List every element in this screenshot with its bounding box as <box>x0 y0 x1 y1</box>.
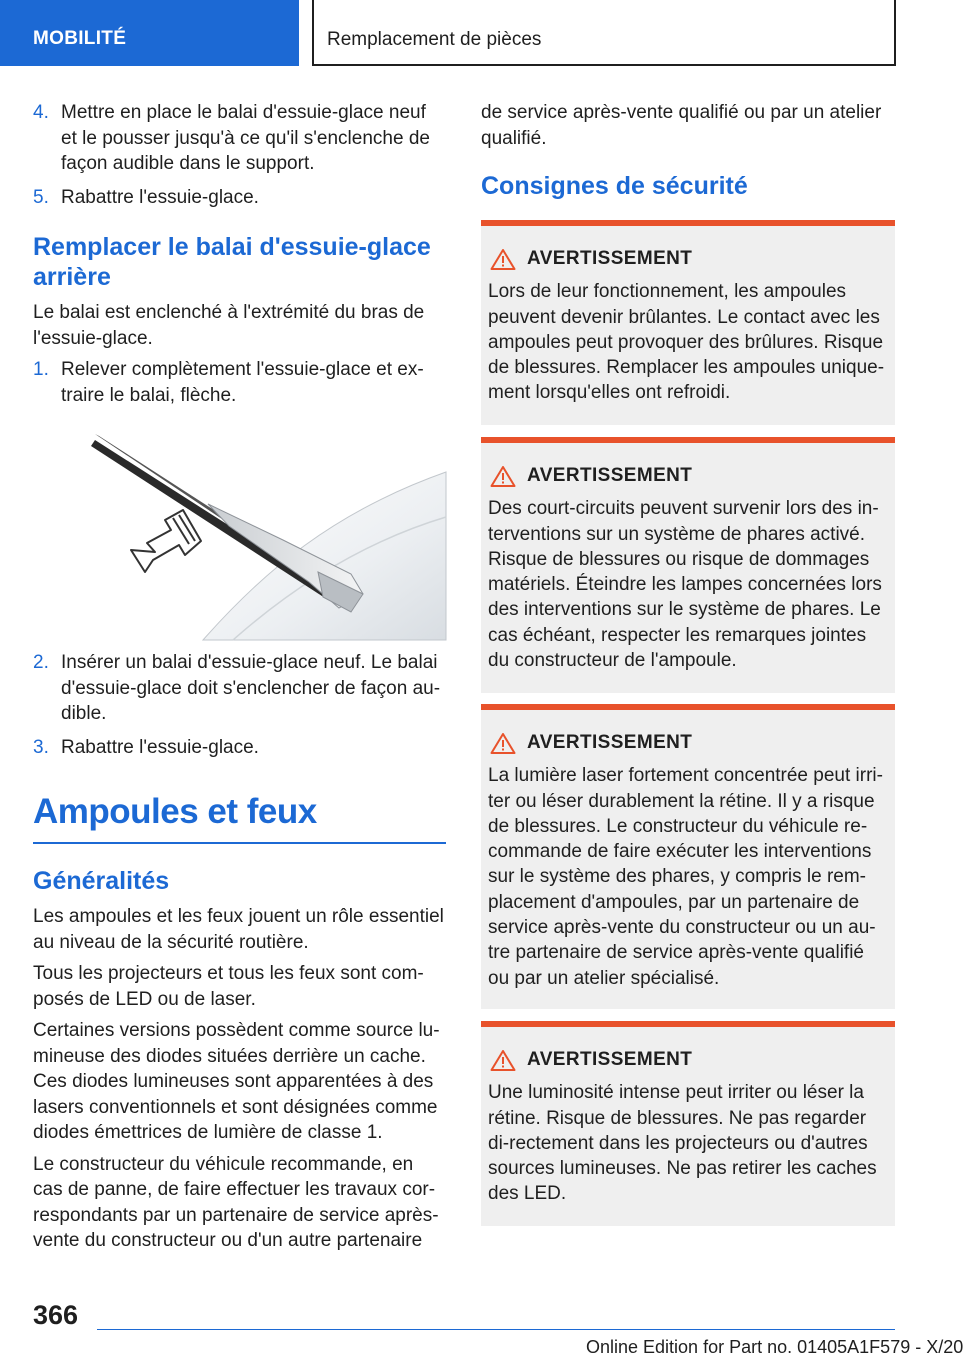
warning-box <box>481 704 895 1009</box>
warning-title: AVERTISSEMENT <box>527 248 693 269</box>
paragraph: Le constructeur du véhicule recommande, en cas de panne, de faire effectuer les travaux cor-respondants par un partenaire de service après-vente du constructeur ou d'un autre partenaire <box>33 1153 439 1251</box>
general-heading: Généralités <box>33 867 170 895</box>
step-item <box>33 100 446 177</box>
footer-edition: Online Edition for Part no. 01405A1F579 - X/20 <box>586 1337 963 1357</box>
warning-text: Lors de leur fonctionnement, les ampoules peuvent devenir brûlantes. Le contact avec les ampoules peut provoquer des brûlures. Risque de blessures. Remplacer les ampoules unique-ment lorsqu'elles ont refroidi. <box>488 281 885 404</box>
section-tab <box>0 0 299 66</box>
left-column <box>33 100 446 1260</box>
rear-wiper-heading: Remplacer le balai d'essuie-glace arrière <box>33 233 431 291</box>
step-text: Relever complètement l'essuie-glace et ex-traire le balai, flèche. <box>61 359 424 406</box>
step-item <box>33 650 446 727</box>
warning-text: Des court-circuits peuvent survenir lors des in-terventions sur un système de phares activé. Risque de blessures ou risque de dommages matériels. Éteindre les lampes concernées lors des interventions sur le système de phares. Le cas échéant, respecter les remarques jointes du constructeur de l'ampoule. <box>488 498 882 672</box>
paragraph: Certaines versions possèdent comme source lu-mineuse des diodes situées derrière un cache. Ces diodes lumineuses sont apparentées à des lasers conventionnels et sont désignées comme diodes émettrices de lumière de classe 1. <box>33 1020 440 1143</box>
warning-icon <box>490 248 516 270</box>
paragraph: Les ampoules et les feux jouent un rôle essentiel au niveau de la sécurité routière. <box>33 906 444 953</box>
step-item <box>33 735 446 761</box>
step-number: 5. <box>33 186 49 208</box>
lamps-heading: Ampoules et feux <box>33 792 446 844</box>
warning-title: AVERTISSEMENT <box>527 1049 693 1070</box>
step-text: Rabattre l'essuie-glace. <box>61 186 259 208</box>
safety-heading: Consignes de sécurité <box>481 172 748 200</box>
step-text: Mettre en place le balai d'essuie-glace neuf et le pousser jusqu'à ce qu'il s'enclenche de façon audible dans le support. <box>61 102 430 174</box>
step-item <box>33 185 446 211</box>
step-item <box>33 357 446 408</box>
warning-text: La lumière laser fortement concentrée peut irri-ter ou léser durablement la rétine. Il y a risque de blessures. Le constructeur du véhicule re-commande de faire exécuter les interventions sur le système des phares, y compris le rem-placement d'ampoules, par un partenaire de service après-vente du constructeur ou un au-tre partenaire de service après-vente qualifié ou par un atelier spécialisé. <box>488 765 883 989</box>
chapter-label: Remplacement de pièces <box>327 29 542 50</box>
warning-title: AVERTISSEMENT <box>527 732 693 753</box>
paragraph: Tous les projecteurs et tous les feux sont com-posés de LED ou de laser. <box>33 963 424 1010</box>
right-column <box>481 100 895 209</box>
warning-icon <box>490 732 516 754</box>
warning-box <box>481 437 895 693</box>
step-text: Insérer un balai d'essuie-glace neuf. Le balai d'essuie-glace doit s'enclencher de façon au-dible. <box>61 652 441 724</box>
warning-icon <box>490 1049 516 1071</box>
section-label: MOBILITÉ <box>33 28 127 49</box>
warning-title: AVERTISSEMENT <box>527 465 693 486</box>
warning-box <box>481 1021 895 1226</box>
step-number: 1. <box>33 359 49 380</box>
step-number: 3. <box>33 736 49 758</box>
warning-icon <box>490 465 516 487</box>
step-number: 4. <box>33 102 49 123</box>
step-text: Rabattre l'essuie-glace. <box>61 736 259 758</box>
continuation-text: de service après-vente qualifié ou par un atelier qualifié. <box>481 102 882 149</box>
warning-text: Une luminosité intense peut irriter ou léser la rétine. Risque de blessures. Ne pas regarder di-rectement dans les projecteurs ou d'autres sources lumineuses. Ne pas retirer les caches des LED. <box>488 1082 877 1205</box>
wiper-blade-illustration <box>33 422 446 640</box>
footer-divider <box>97 1329 895 1330</box>
chapter-tab <box>312 0 896 66</box>
step-number: 2. <box>33 652 49 673</box>
arrow-icon <box>131 510 201 572</box>
warning-box <box>481 220 895 425</box>
page-number: 366 <box>33 1300 79 1330</box>
rear-wiper-intro: Le balai est enclenché à l'extrémité du bras de l'essuie-glace. <box>33 302 425 349</box>
